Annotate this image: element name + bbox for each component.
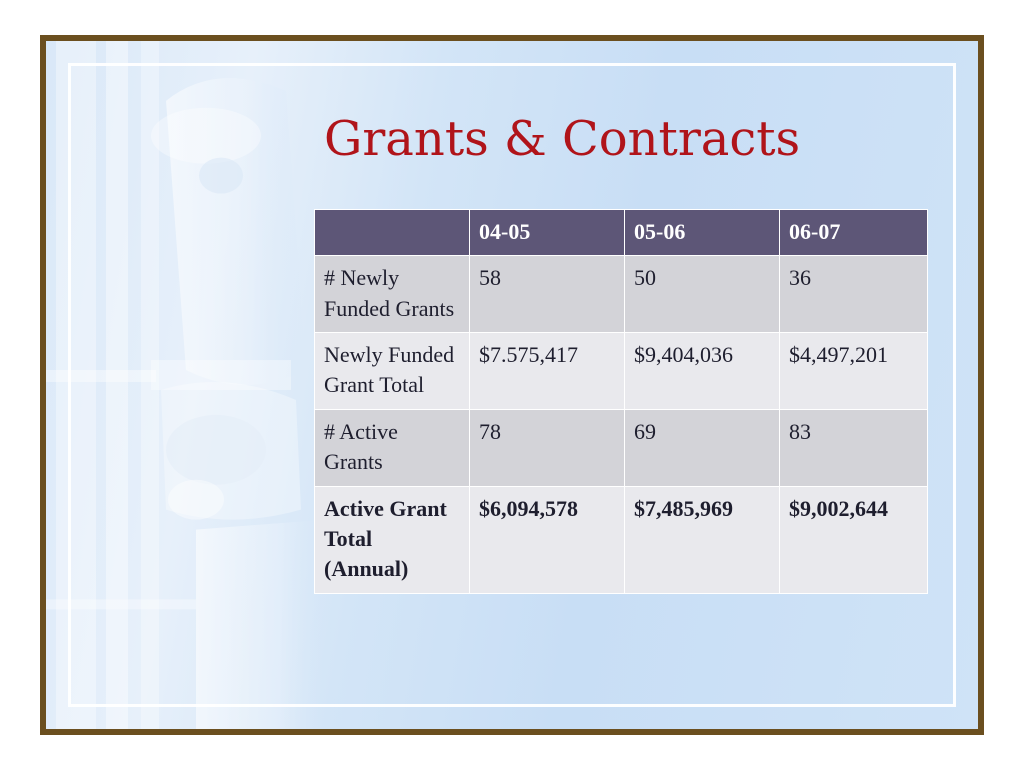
row-label: Active Grant Total (Annual) (315, 486, 470, 593)
table-cell: $7.575,417 (470, 333, 625, 410)
row-label: # Newly Funded Grants (315, 256, 470, 333)
table-cell: 78 (470, 409, 625, 486)
slide-frame (40, 35, 984, 735)
table-row (315, 256, 928, 333)
table-cell: 69 (625, 409, 780, 486)
slide-title: Grants & Contracts (324, 111, 801, 167)
row-label: # Active Grants (315, 409, 470, 486)
row-label: Newly Funded Grant Total (315, 333, 470, 410)
table-row (315, 333, 928, 410)
table-header-row (315, 210, 928, 256)
table-cell: $7,485,969 (625, 486, 780, 593)
table-header-cell: 06-07 (780, 210, 928, 256)
table-cell: 83 (780, 409, 928, 486)
table-cell: 58 (470, 256, 625, 333)
table-cell: $6,094,578 (470, 486, 625, 593)
table-cell: $9,002,644 (780, 486, 928, 593)
table-header-cell: 05-06 (625, 210, 780, 256)
grants-table (314, 209, 928, 594)
table-header-cell (315, 210, 470, 256)
table-header-cell: 04-05 (470, 210, 625, 256)
table-cell: $9,404,036 (625, 333, 780, 410)
table-cell: $4,497,201 (780, 333, 928, 410)
table-row (315, 409, 928, 486)
table-cell: 36 (780, 256, 928, 333)
table-cell: 50 (625, 256, 780, 333)
table-row (315, 486, 928, 593)
